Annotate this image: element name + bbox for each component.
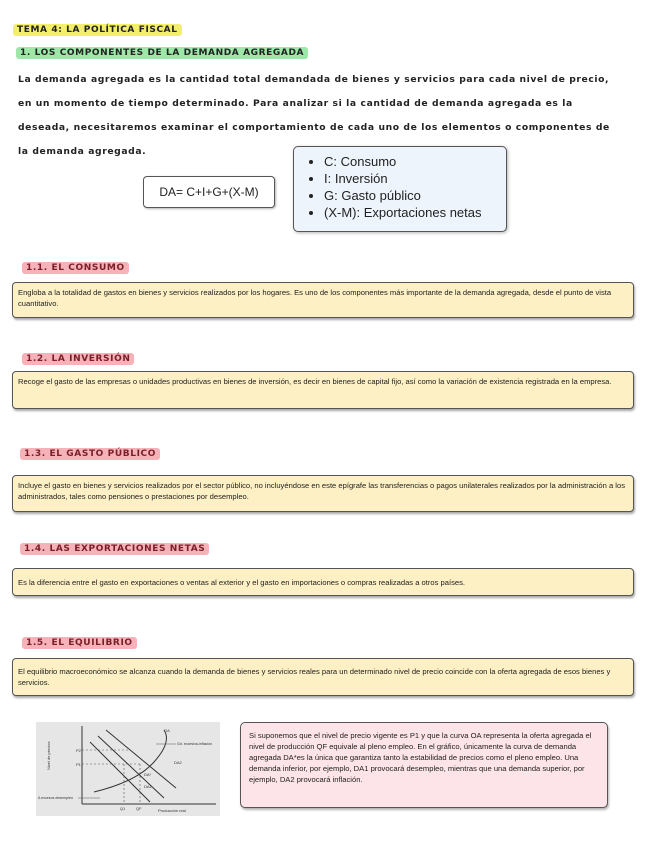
component-item: • (X-M): Exportaciones netas: [324, 204, 506, 221]
chart-label-p1: P1: [76, 762, 81, 767]
chart-label-p2: P2: [76, 748, 81, 753]
intro-paragraph: La demanda agregada es la cantidad total demandada de bienes y servicios para cada nivel de precio, en un momento de tiempo determinado. Para analizar si la cantidad de demanda agregada es la deseada, necesitaremos examinar el comportamiento de cada uno de los elementos o componentes de la demanda agregada.: [18, 74, 610, 157]
chart-label-oa: OA: [164, 728, 170, 733]
chart-label-da2: DA2: [174, 760, 182, 765]
subsection-title: 1.2. LA INVERSIÓN: [22, 353, 134, 365]
chart-inflation-gap: Gd. excesiva-inflación: [177, 742, 213, 746]
chart-xlabel: Producción real: [158, 808, 186, 813]
subsection-text: Recoge el gasto de las empresas o unidades productivas en bienes de inversión, es decir en bienes de capital fijo, así como la variación de existencia registrada en la empresa.: [12, 371, 634, 409]
subsection-title: 1.3. EL GASTO PÚBLICO: [20, 448, 160, 460]
component-item: • C: Consumo: [324, 153, 506, 170]
chart-label-qf: QF: [136, 806, 142, 811]
subsection-text: Es la diferencia entre el gasto en exportaciones o ventas al exterior y el gasto en importaciones o compras realizadas a otros países.: [12, 568, 634, 596]
chart-ylabel: Nivel de precios: [46, 741, 51, 770]
component-item: • I: Inversión: [324, 170, 506, 187]
topic-title: TEMA 4: LA POLÍTICA FISCAL: [13, 24, 182, 36]
subsection-title: 1.4. LAS EXPORTACIONES NETAS: [20, 543, 209, 555]
subsection-text: Engloba a la totalidad de gastos en bienes y servicios realizados por los hogares. Es uno de los componentes más importante de la demanda agregada, desde el punto de vista cuantitativo.: [12, 282, 634, 318]
equilibrium-chart: [36, 722, 220, 816]
formula-box: DA= C+I+G+(X-M): [143, 176, 275, 208]
subsection-title: 1.1. EL CONSUMO: [22, 262, 129, 274]
chart-label-da-star: DA*: [144, 772, 152, 777]
chart-label-q1: Q1: [120, 806, 126, 811]
subsection-text: El equilibrio macroeconómico se alcanza cuando la demanda de bienes y servicios reales para un determinado nivel de precio coincide con la oferta agregada de esos bienes y servicios.: [12, 658, 634, 696]
da2-curve: [106, 730, 176, 788]
component-item: • G: Gasto público: [324, 187, 506, 204]
da1-curve: [90, 742, 150, 802]
subsection-title: 1.5. EL EQUILIBRIO: [22, 637, 137, 649]
section-title: 1. LOS COMPONENTES DE LA DEMANDA AGREGADA: [16, 47, 308, 59]
chart-label-da1: DA1: [144, 784, 152, 789]
components-box: [293, 146, 507, 232]
chart-recession-gap: A excesos desempleo: [38, 796, 73, 800]
subsection-text: Incluye el gasto en bienes y servicios realizados por el sector público, no incluyéndose en este epígrafe las transferencias o pagos unilaterales realizados por la administración a los administrados, tales como pensiones o prestaciones por desempleo.: [12, 475, 634, 512]
equilibrium-note: Si suponemos que el nivel de precio vigente es P1 y que la curva OA representa la oferta agregada el nivel de producción QF equivale al pleno empleo. En el gráfico, únicamente la curva de demanda agregada DA*es la única que garantiza tanto la estabilidad de precios como el pleno empleo. Una demanda inferior, por ejemplo, DA1 provocará desempleo, mientras que una demanda superior, por ejemplo, DA2 provocará inflación.: [240, 722, 608, 808]
